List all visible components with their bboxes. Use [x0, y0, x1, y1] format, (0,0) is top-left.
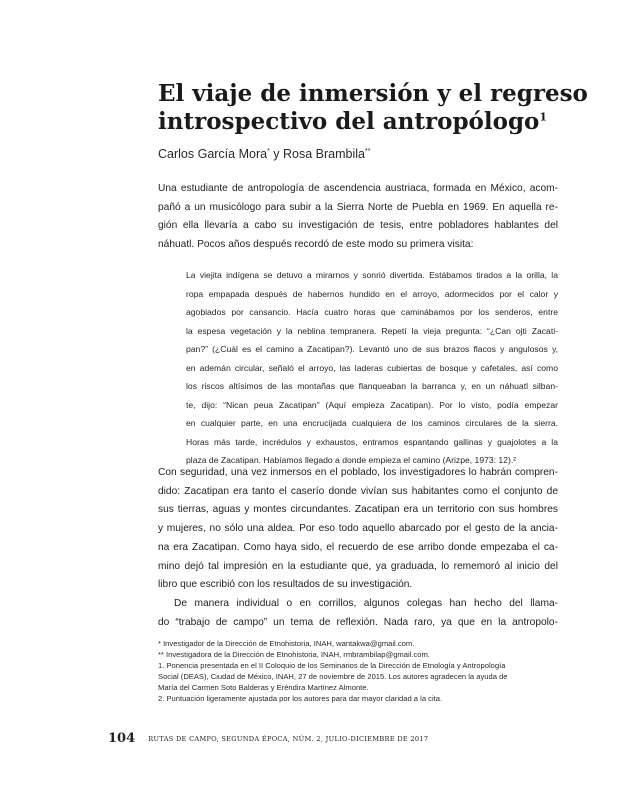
title-footnote-marker: 1 — [539, 110, 548, 124]
body-paragraph — [158, 464, 558, 595]
text-line: pañó a un musicólogo para subir a la Sierra Norte de Puebla en 1969. En aquella re- — [158, 201, 558, 213]
footnotes — [158, 638, 558, 704]
quote-line: te, dijo: “Nican peua Zacatipan” (Aquí empieza Zacatipan). Por lo visto, podía empezar — [186, 399, 558, 410]
quote-line: ropa empapada después de habernos hundido en el arroyo, adormecidos por el calor y — [186, 288, 558, 299]
footnote: 2. Puntuación ligeramente ajustada por los autores para dar mayor claridad a la cita. — [158, 694, 443, 703]
running-head: RUTAS DE CAMPO, SEGUNDA ÉPOCA, NÚM. 2, JULIO-DICIEMBRE DE 2017 — [148, 734, 429, 743]
quote-line: plaza de Zacatipan. Habíamos llegado a donde empieza el camino (Arizpe, 1973: 12).² — [186, 455, 517, 465]
page-number: 104 — [108, 731, 136, 746]
text-line: De manera individual o en corrillos, algunos colegas han hecho del llama- — [174, 598, 558, 609]
quote-line: la espesa vegetación y la neblina tempranera. Repetí la vieja pregunta: “¿Can ojti Zacati- — [186, 325, 558, 336]
text-line: do “trabajo de campo” un tema de reflexión. Nada raro, ya que en la antropolo- — [158, 616, 558, 628]
quote-line: La viejita indígena se detuvo a mirarnos y sonrió divertida. Estábamos tirados a la orilla, la — [186, 270, 558, 280]
text-line: náhuatl. Pocos años después recordó de este modo su primera visita: — [158, 239, 474, 251]
text-line: sus tierras, aguas y montes circundantes. Zacatipan era un territorio con sus hombres — [158, 504, 558, 516]
title-line: El viaje de inmersión y el regreso — [158, 80, 588, 107]
quote-line: en ademán circular, señaló el arroyo, las laderas cubiertas de bosque y cafetales, así como — [186, 362, 558, 373]
text-line: na era Zacatipan. Como haya sido, el recuerdo de ese arribo donde empezaba el ca- — [158, 541, 558, 553]
title-line — [158, 108, 558, 136]
text-line: Con seguridad, una vez inmersos en el poblado, los investigadores lo habrán compren- — [158, 467, 558, 478]
text-line: libro que escribió con los resultados de su investigación. — [158, 579, 413, 591]
quote-line: los riscos altísimos de las montañas que flanqueaban la barranca y, en un náhuatl silban- — [186, 381, 558, 391]
text-line: Una estudiante de antropología de ascendencia austriaca, formada en México, acom- — [158, 183, 558, 194]
footnote: Social (DEAS), Ciudad de México, INAH, 27 de noviembre de 2015. Los autores agradecen la ayuda de — [158, 672, 508, 681]
quote-line: Horas más tarde, incrédulos y exhaustos, entramos espantando gallinas y guajolotes a la — [186, 436, 558, 447]
article-title — [158, 80, 588, 136]
author-footnote-marker: ** — [364, 147, 371, 155]
text-line: y mujeres, no sólo una aldea. Por eso todo aquello abarcado por el gesto de la ancia- — [158, 523, 558, 535]
footnote: María del Carmen Soto Balderas y Eréndira Martínez Almonte. — [158, 683, 369, 692]
footnote: 1. Ponencia presentada en el II Coloquio de los Seminarios de la Dirección de Etnología y Antropología — [158, 661, 506, 670]
author-name: Carlos García Mora — [158, 147, 268, 161]
text-line: mino dejó tal impresión en la estudiante que, ya graduada, lo rememoró al inicio del — [158, 560, 558, 572]
author-footnote-marker: * — [267, 147, 270, 155]
author-name: y Rosa Brambila — [269, 147, 365, 161]
quote-line: pan?” (¿Cuál es el camino a Zacatipan?). Levantó uno de sus brazos flacos y angulosos y, — [186, 344, 558, 354]
body-paragraph — [158, 595, 558, 632]
body-paragraph — [158, 180, 558, 255]
title-line-text: introspectivo del antropólogo — [158, 108, 540, 135]
text-line: dido: Zacatipan era tanto el caserío donde vivían sus habitantes como el conjunto de — [158, 485, 558, 497]
footnote: * Investigador de la Dirección de Etnohistoria, INAH, wantakwa@gmail.com. — [158, 639, 415, 648]
quote-line: agobiados por cansancio. Hacía cuatro horas que caminábamos por los senderos, entre — [186, 307, 558, 317]
block-quote — [186, 266, 558, 470]
text-line: gión ella llevaría a cabo su investigación de tesis, entre pobladores hablantes del — [158, 220, 558, 232]
page-footer — [108, 728, 558, 744]
footnote: ** Investigadora de la Dirección de Etnohistoria, INAH, rmbrambilap@gmail.com. — [158, 650, 430, 659]
quote-line: en cualquier parte, en una encrucijada cualquiera de los caminos circulares de la sierra. — [186, 418, 558, 428]
article-authors — [158, 147, 370, 161]
